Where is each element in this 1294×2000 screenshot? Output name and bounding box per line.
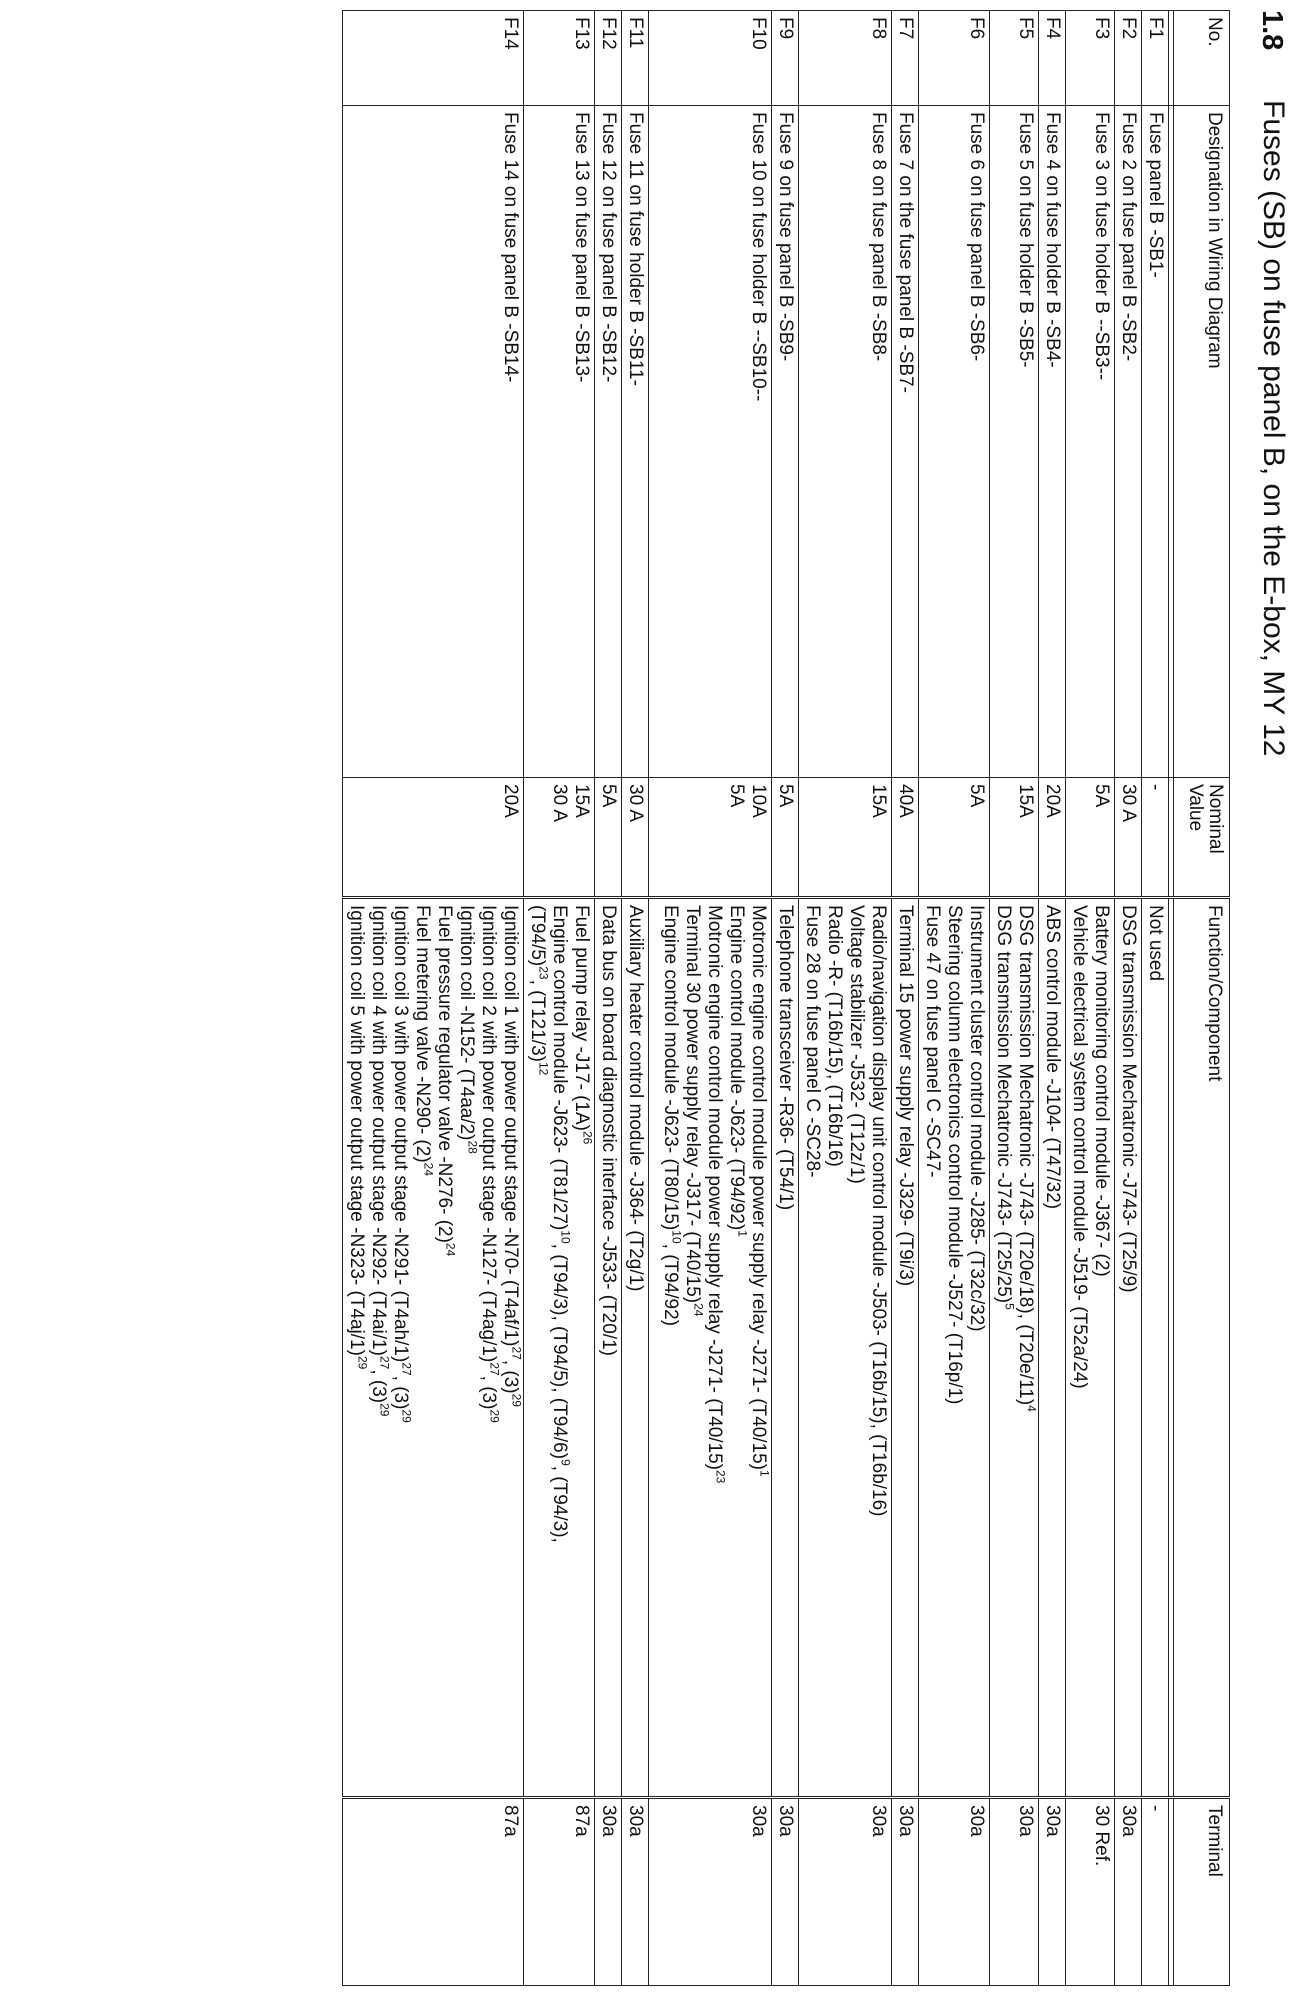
- table-row: [919, 11, 990, 1986]
- function-component: [595, 898, 622, 1798]
- table-row: [990, 11, 1039, 1986]
- footnote-ref: 29: [355, 1355, 370, 1370]
- footnote-ref: 29: [487, 1409, 502, 1423]
- header-designation: Designation in Wiring Diagram: [1174, 106, 1230, 778]
- footnote-ref: 9: [558, 1459, 573, 1466]
- function-line: [965, 905, 987, 1790]
- table-row: [595, 11, 622, 1986]
- function-text: , (T121/3): [527, 979, 548, 1062]
- function-line: [411, 905, 436, 1790]
- fuse-designation: Fuse 11 on fuse holder B -SB11-: [622, 106, 649, 778]
- terminal: 30a: [1115, 1798, 1142, 1986]
- header-nominal-value: Nominal Value: [1174, 778, 1230, 898]
- function-text: Fuse 47 on fuse panel C -SC47-: [922, 905, 943, 1178]
- function-line: [845, 905, 867, 1790]
- function-line: [433, 905, 458, 1790]
- function-line: [1068, 905, 1090, 1790]
- table-row: [622, 11, 649, 1986]
- function-text: Voltage stabilizer -J532- (T12z/1): [846, 905, 867, 1184]
- function-component: [990, 898, 1039, 1798]
- nominal-value: 20A: [343, 778, 524, 898]
- nominal-value: -: [1142, 778, 1169, 898]
- terminal: 30a: [649, 1798, 772, 1986]
- table-body: [343, 11, 1169, 1986]
- function-text: Steering column electronics control module -J527- (T16p/1): [944, 905, 965, 1405]
- function-line: [992, 905, 1017, 1790]
- function-text: Engine control module -J623- (T94/92): [726, 905, 747, 1231]
- function-text: Terminal 30 power supply relay -J317- (T40/15): [682, 905, 703, 1304]
- footnote-ref: 23: [536, 966, 551, 980]
- fuse-designation: Fuse 4 on fuse holder B -SB4-: [1039, 106, 1066, 778]
- table-row: [649, 11, 772, 1986]
- terminal: 30a: [595, 1798, 622, 1986]
- fuse-number: F9: [772, 11, 799, 106]
- table-row: [892, 11, 919, 1986]
- function-text: Ignition coil 2 with power output stage -N127- (T4ag/1): [478, 905, 499, 1363]
- function-line: [703, 905, 728, 1790]
- function-text: (T94/5): [527, 905, 548, 967]
- function-line: [774, 905, 796, 1790]
- header-no: No.: [1174, 11, 1230, 106]
- function-line: [1041, 905, 1063, 1790]
- function-line: [943, 905, 965, 1790]
- nominal-value: 5A: [1066, 778, 1115, 898]
- footnote-ref: 10: [558, 1230, 573, 1244]
- function-line: [499, 905, 524, 1790]
- function-line: [1090, 905, 1112, 1790]
- function-text: Terminal 15 power supply relay -J329- (T9i/3): [895, 905, 916, 1287]
- function-line: [659, 905, 684, 1790]
- fuse-table: [342, 10, 1230, 1986]
- function-text: Ignition coil 1 with power output stage -N70- (T4af/1): [500, 905, 521, 1347]
- fuse-number: F13: [524, 11, 595, 106]
- function-text: Battery monitoring control module -J367- (2): [1091, 905, 1112, 1277]
- fuse-designation: Fuse 9 on fuse panel B -SB9-: [772, 106, 799, 778]
- terminal: 30 Ref.: [1066, 1798, 1115, 1986]
- footnote-ref: 4: [1024, 1405, 1039, 1412]
- footnote-ref: 29: [399, 1409, 414, 1423]
- function-line: [747, 905, 772, 1790]
- header-terminal: Terminal: [1174, 1798, 1230, 1986]
- function-component: [1142, 898, 1169, 1798]
- function-text: Ignition coil -N152- (T4aa/2): [456, 905, 477, 1141]
- terminal: 30a: [892, 1798, 919, 1986]
- terminal: 30a: [990, 1798, 1039, 1986]
- footnote-ref: 24: [421, 1162, 436, 1177]
- fuse-number: F8: [799, 11, 892, 106]
- function-text: Fuel pressure regulator valve -N276- (2): [434, 905, 455, 1243]
- fuse-number: F10: [649, 11, 772, 106]
- table-header-row: [1174, 11, 1230, 1986]
- function-text: Engine control module -J623- (T80/15): [660, 905, 681, 1231]
- nominal-value: 30 A: [1115, 778, 1142, 898]
- fuse-designation: Fuse 8 on fuse panel B -SB8-: [799, 106, 892, 778]
- function-component: [343, 898, 524, 1798]
- function-line: [867, 905, 889, 1790]
- footnote-ref: 28: [465, 1140, 480, 1154]
- fuse-designation: Fuse 7 on the fuse panel B -SB7-: [892, 106, 919, 778]
- function-line: [1117, 905, 1139, 1790]
- function-text: , (3): [368, 1369, 389, 1404]
- function-text: Radio/navigation display unit control module -J503- (T16b/15), (T16b/16): [868, 905, 889, 1517]
- terminal: 30a: [799, 1798, 892, 1986]
- footnote-ref: 5: [1002, 1303, 1017, 1310]
- table-row: [1142, 11, 1169, 1986]
- function-text: Radio -R- (T16b/15), (T16b/16): [824, 905, 845, 1167]
- function-text: DSG transmission Mechatronic -J743- (T20e/18), (T20e/11): [1015, 905, 1036, 1406]
- table-row: [1115, 11, 1142, 1986]
- fuse-number: F3: [1066, 11, 1115, 106]
- footnote-ref: 27: [509, 1346, 524, 1360]
- nominal-value: 10A 5A: [649, 778, 772, 898]
- function-component: [524, 898, 595, 1798]
- footnote-ref: 27: [377, 1355, 392, 1370]
- fuse-number: F11: [622, 11, 649, 106]
- terminal: 30a: [919, 1798, 990, 1986]
- function-text: Fuel pump relay -J17- (1A): [571, 905, 592, 1131]
- footnote-ref: 26: [580, 1130, 595, 1145]
- function-component: [892, 898, 919, 1798]
- fuse-number: F4: [1039, 11, 1066, 106]
- table-row: [1066, 11, 1115, 1986]
- header-function: Function/Component: [1174, 898, 1230, 1798]
- section-title: Fuses (SB) on fuse panel B, on the E-box, MY 12: [1257, 100, 1290, 757]
- function-text: Ignition coil 3 with power output stage -N291- (T4ah/1): [390, 905, 411, 1363]
- function-line: [1014, 905, 1039, 1790]
- function-component: [799, 898, 892, 1798]
- nominal-value: 15A: [990, 778, 1039, 898]
- terminal: -: [1142, 1798, 1169, 1986]
- footnote-ref: 24: [443, 1242, 458, 1257]
- function-text: Motronic engine control module power supply relay -J271- (T40/15): [748, 905, 769, 1470]
- fuse-designation: Fuse 2 on fuse panel B -SB2-: [1115, 106, 1142, 778]
- function-component: [622, 898, 649, 1798]
- fuse-designation: Fuse 5 on fuse holder B -SB5-: [990, 106, 1039, 778]
- nominal-value: 40A: [892, 778, 919, 898]
- footnote-ref: 12: [536, 1061, 551, 1076]
- fuse-number: F1: [1142, 11, 1169, 106]
- terminal: 87a: [343, 1798, 524, 1986]
- fuse-designation: Fuse 14 on fuse panel B -SB14-: [343, 106, 524, 778]
- footnote-ref: 1: [735, 1230, 750, 1237]
- function-line: [526, 905, 551, 1790]
- function-line: [548, 905, 573, 1790]
- fuse-designation: Fuse panel B -SB1-: [1142, 106, 1169, 778]
- fuse-number: F14: [343, 11, 524, 106]
- function-text: , (3): [390, 1375, 411, 1410]
- fuse-designation: Fuse 6 on fuse panel B -SB6-: [919, 106, 990, 778]
- function-line: [389, 905, 414, 1790]
- function-text: ABS control module -J104- (T47/32): [1042, 905, 1063, 1210]
- function-component: [1115, 898, 1142, 1798]
- footnote-ref: 27: [487, 1362, 502, 1376]
- fuse-designation: Fuse 13 on fuse panel B -SB13-: [524, 106, 595, 778]
- function-text: Engine control module -J623- (T81/27): [549, 905, 570, 1231]
- table-row: [343, 11, 524, 1986]
- function-component: [1066, 898, 1115, 1798]
- footnote-ref: 29: [377, 1403, 392, 1417]
- nominal-value: 5A: [595, 778, 622, 898]
- function-text: Motronic engine control module power supply relay -J271- (T40/15): [704, 905, 725, 1470]
- table-row: [799, 11, 892, 1986]
- function-component: [649, 898, 772, 1798]
- table-row: [524, 11, 595, 1986]
- function-line: [823, 905, 845, 1790]
- function-text: Ignition coil 4 with power output stage -N292- (T4ai/1): [368, 905, 389, 1356]
- terminal: 87a: [524, 1798, 595, 1986]
- footnote-ref: 27: [399, 1362, 414, 1376]
- nominal-value: 15A: [799, 778, 892, 898]
- table-row: [1039, 11, 1066, 1986]
- terminal: 30a: [772, 1798, 799, 1986]
- function-component: [772, 898, 799, 1798]
- function-line: [455, 905, 480, 1790]
- function-line: [725, 905, 750, 1790]
- function-line: [477, 905, 502, 1790]
- function-line: [1144, 905, 1166, 1790]
- function-component: [919, 898, 990, 1798]
- footnote-ref: 23: [713, 1470, 728, 1484]
- function-text: Not used: [1145, 905, 1166, 982]
- function-text: , (3): [500, 1359, 521, 1394]
- function-line: [624, 905, 646, 1790]
- nominal-value: 5A: [919, 778, 990, 898]
- fuse-designation: Fuse 10 on fuse holder B --SB10--: [649, 106, 772, 778]
- fuse-number: F12: [595, 11, 622, 106]
- footnote-ref: 29: [509, 1393, 524, 1407]
- fuse-number: F6: [919, 11, 990, 106]
- function-text: , (T94/3), (T94/5), (T94/6): [549, 1243, 570, 1460]
- footnote-ref: 24: [691, 1303, 706, 1317]
- function-text: DSG transmission Mechatronic -J743- (T25/25): [993, 905, 1014, 1304]
- function-text: , (3): [478, 1375, 499, 1410]
- function-text: Fuel metering valve -N290- (2): [412, 905, 433, 1163]
- fuse-designation: Fuse 12 on fuse panel B -SB12-: [595, 106, 622, 778]
- terminal: 30a: [1039, 1798, 1066, 1986]
- function-line: [801, 905, 823, 1790]
- function-text: Fuse 28 on fuse panel C -SC28-: [802, 905, 823, 1178]
- nominal-value: 30 A: [622, 778, 649, 898]
- function-text: Telephone transceiver -R36- (T54/1): [775, 905, 796, 1211]
- nominal-value: 5A: [772, 778, 799, 898]
- function-line: [367, 905, 392, 1790]
- fuse-number: F5: [990, 11, 1039, 106]
- function-line: [570, 905, 595, 1790]
- footnote-ref: 10: [669, 1230, 684, 1244]
- function-text: Instrument cluster control module -J285- (T32c/32): [966, 905, 987, 1332]
- function-line: [597, 905, 619, 1790]
- table-row: [772, 11, 799, 1986]
- function-line: [681, 905, 706, 1790]
- footnote-ref: 1: [757, 1470, 772, 1477]
- fuse-designation: Fuse 3 on fuse holder B --SB3--: [1066, 106, 1115, 778]
- function-text: , (T94/92): [660, 1243, 681, 1327]
- fuse-number: F7: [892, 11, 919, 106]
- function-text: Vehicle electrical system control module -J519- (T52a/24): [1069, 905, 1090, 1389]
- function-line: [921, 905, 943, 1790]
- function-text: Auxiliary heater control module -J364- (T2g/1): [625, 905, 646, 1292]
- nominal-value: 15A 30 A: [524, 778, 595, 898]
- function-text: DSG transmission Mechatronic -J743- (T25/9): [1118, 905, 1139, 1293]
- function-text: , (T94/3),: [549, 1465, 570, 1543]
- function-line: [894, 905, 916, 1790]
- function-component: [1039, 898, 1066, 1798]
- section-number: 1.8: [1256, 10, 1288, 51]
- function-text: Data bus on board diagnostic interface -J533- (T20/1): [598, 905, 619, 1356]
- terminal: 30a: [622, 1798, 649, 1986]
- nominal-value: 20A: [1039, 778, 1066, 898]
- function-text: Ignition coil 5 with power output stage -N323- (T4aj/1): [346, 905, 367, 1356]
- function-line: [345, 905, 370, 1790]
- fuse-number: F2: [1115, 11, 1142, 106]
